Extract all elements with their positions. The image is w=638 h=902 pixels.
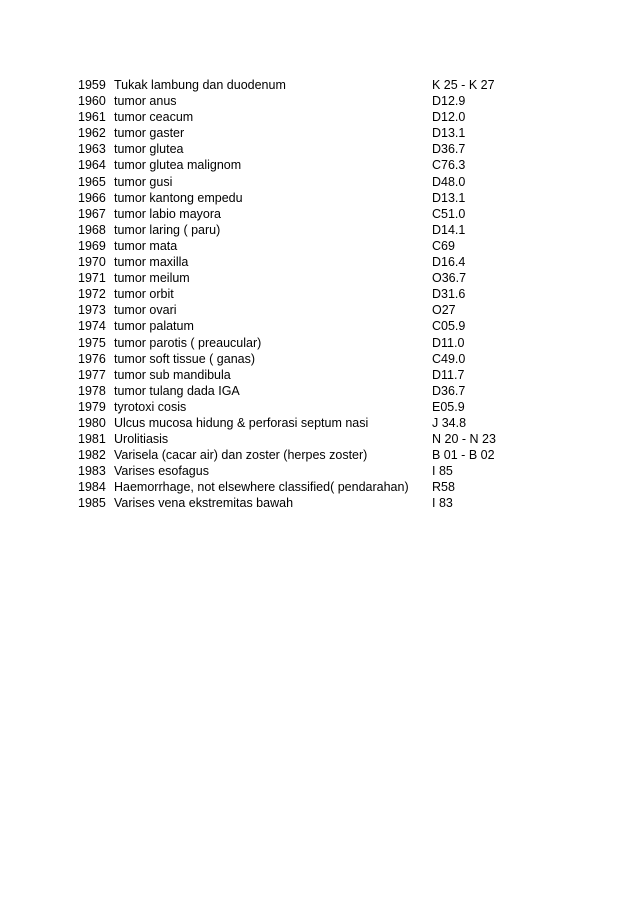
disease-name: tumor soft tissue ( ganas) xyxy=(114,351,256,366)
disease-name: tumor gusi xyxy=(114,174,173,189)
table-row xyxy=(78,335,528,351)
table-row xyxy=(78,367,528,383)
disease-name: tumor palatum xyxy=(114,319,194,334)
icd-code: C49.0 xyxy=(432,351,466,366)
disease-name: Varisela (cacar air) dan zoster (herpes zoster) xyxy=(114,448,368,463)
disease-name: tumor tulang dada IGA xyxy=(114,383,240,398)
row-number: 1964 xyxy=(78,158,106,173)
row-number: 1969 xyxy=(78,238,106,253)
table-row xyxy=(78,238,528,254)
table-row xyxy=(78,318,528,334)
row-number: 1967 xyxy=(78,206,106,221)
row-number: 1962 xyxy=(78,126,106,141)
table-row xyxy=(78,383,528,399)
icd-code: D12.0 xyxy=(432,110,466,125)
disease-name: tumor gaster xyxy=(114,126,185,141)
table-row xyxy=(78,431,528,447)
row-number: 1966 xyxy=(78,190,106,205)
row-number: 1981 xyxy=(78,432,106,447)
row-number: 1985 xyxy=(78,496,106,511)
row-number: 1982 xyxy=(78,448,106,463)
disease-name: tumor laring ( paru) xyxy=(114,222,221,237)
table-row xyxy=(78,479,528,495)
disease-name: Ulcus mucosa hidung & perforasi septum nasi xyxy=(114,415,369,430)
table-row xyxy=(78,125,528,141)
table-row xyxy=(78,399,528,415)
icd-code: D16.4 xyxy=(432,255,466,270)
icd-code: C76.3 xyxy=(432,158,466,173)
disease-name: tumor glutea malignom xyxy=(114,158,242,173)
row-number: 1976 xyxy=(78,351,106,366)
table-row xyxy=(78,463,528,479)
table-row xyxy=(78,109,528,125)
icd-code: D11.7 xyxy=(432,367,465,382)
icd-code: D48.0 xyxy=(432,174,466,189)
disease-name: Varises vena ekstremitas bawah xyxy=(114,496,294,511)
row-number: 1980 xyxy=(78,415,106,430)
icd-code: C05.9 xyxy=(432,319,466,334)
icd-code: I 83 xyxy=(432,496,453,511)
icd-code: D31.6 xyxy=(432,287,466,302)
table-row xyxy=(78,206,528,222)
row-number: 1965 xyxy=(78,174,106,189)
disease-name: tumor glutea xyxy=(114,142,184,157)
disease-name: tumor ovari xyxy=(114,303,177,318)
row-number: 1961 xyxy=(78,110,106,125)
disease-name: tumor ceacum xyxy=(114,110,194,125)
table-row xyxy=(78,141,528,157)
icd-code: I 85 xyxy=(432,464,453,479)
icd-code: O36.7 xyxy=(432,271,467,286)
icd-code: D13.1 xyxy=(432,190,466,205)
table-row xyxy=(78,302,528,318)
disease-name: tumor mata xyxy=(114,238,178,253)
disease-name: tumor anus xyxy=(114,94,177,109)
disease-name: Haemorrhage, not elsewhere classified( pendarahan) xyxy=(114,480,409,495)
row-number: 1978 xyxy=(78,383,106,398)
disease-name: tyrotoxi cosis xyxy=(114,399,187,414)
table-row xyxy=(78,495,528,511)
disease-name: tumor kantong empedu xyxy=(114,190,243,205)
icd-code: D14.1 xyxy=(432,222,466,237)
icd-code: C51.0 xyxy=(432,206,466,221)
row-number: 1968 xyxy=(78,222,106,237)
icd-code: E05.9 xyxy=(432,399,465,414)
disease-name: tumor sub mandibula xyxy=(114,367,231,382)
disease-name: tumor orbit xyxy=(114,287,174,302)
icd-code: D12.9 xyxy=(432,94,466,109)
icd-code: R58 xyxy=(432,480,455,495)
disease-name: tumor parotis ( preaucular) xyxy=(114,335,262,350)
table-row xyxy=(78,190,528,206)
icd-code: N 20 - N 23 xyxy=(432,432,496,447)
table-row xyxy=(78,222,528,238)
disease-code-table xyxy=(78,77,528,512)
disease-name: Tukak lambung dan duodenum xyxy=(114,78,286,92)
disease-name: Varises esofagus xyxy=(114,464,209,479)
table-row xyxy=(78,447,528,463)
row-number: 1979 xyxy=(78,399,106,414)
icd-code: O27 xyxy=(432,303,456,318)
icd-code: D11.0 xyxy=(432,335,465,350)
row-number: 1970 xyxy=(78,255,106,270)
row-number: 1983 xyxy=(78,464,106,479)
row-number: 1974 xyxy=(78,319,106,334)
row-number: 1975 xyxy=(78,335,106,350)
icd-code: D36.7 xyxy=(432,142,466,157)
row-number: 1959 xyxy=(78,78,106,92)
table-row xyxy=(78,286,528,302)
disease-name: tumor meilum xyxy=(114,271,190,286)
disease-name: tumor labio mayora xyxy=(114,206,221,221)
row-number: 1960 xyxy=(78,94,106,109)
row-number: 1972 xyxy=(78,287,106,302)
table-row xyxy=(78,93,528,109)
table-row xyxy=(78,270,528,286)
table-row xyxy=(78,157,528,173)
table-row xyxy=(78,174,528,190)
icd-code: D13.1 xyxy=(432,126,466,141)
icd-code: B 01 - B 02 xyxy=(432,448,495,463)
table-row xyxy=(78,415,528,431)
table-row xyxy=(78,77,528,93)
row-number: 1977 xyxy=(78,367,106,382)
icd-code: D36.7 xyxy=(432,383,466,398)
disease-name: Urolitiasis xyxy=(114,432,169,447)
table-row xyxy=(78,351,528,367)
table-row xyxy=(78,254,528,270)
icd-code: C69 xyxy=(432,238,455,253)
icd-code: J 34.8 xyxy=(432,415,467,430)
row-number: 1973 xyxy=(78,303,106,318)
icd-code: K 25 - K 27 xyxy=(432,78,495,92)
row-number: 1963 xyxy=(78,142,106,157)
row-number: 1971 xyxy=(78,271,106,286)
disease-name: tumor maxilla xyxy=(114,255,189,270)
row-number: 1984 xyxy=(78,480,106,495)
